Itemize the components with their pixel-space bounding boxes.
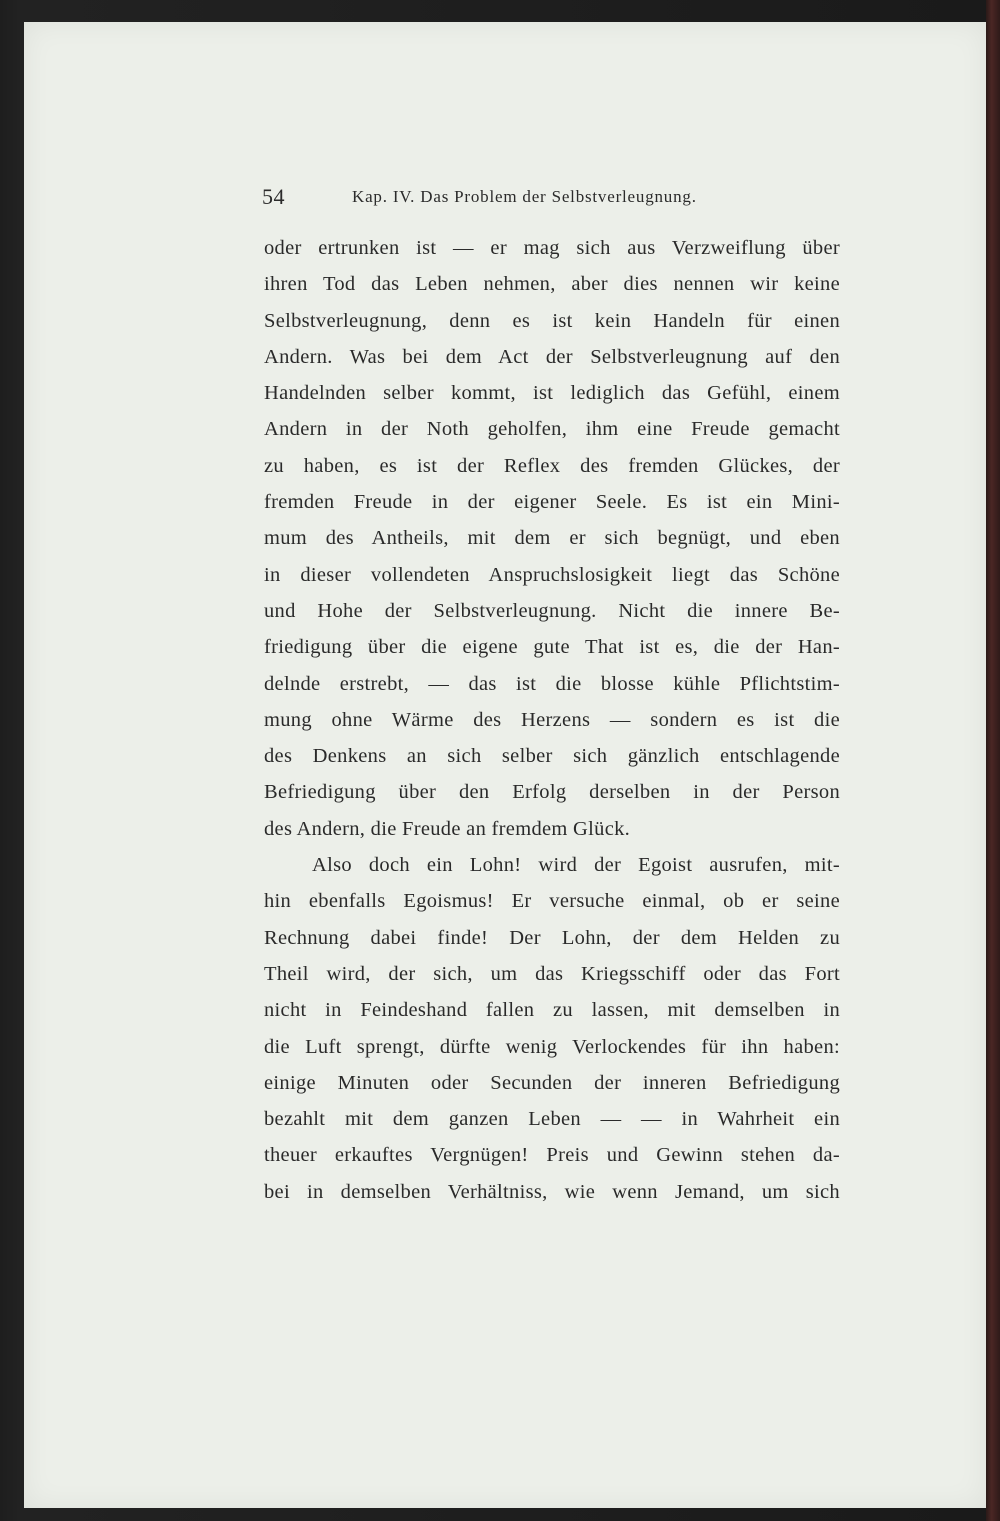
text-line: einige Minuten oder Secunden der inneren Befriedigung	[264, 1071, 840, 1094]
text-line: nicht in Feindeshand fallen zu lassen, mit demselben in	[264, 999, 840, 1022]
text-line: friedigung über die eigene gute That ist es, die der Han-	[264, 636, 840, 659]
text-line: die Luft sprengt, dürfte wenig Verlockendes für ihn haben:	[264, 1035, 840, 1058]
text-line: hin ebenfalls Egoismus! Er versuche einmal, ob er seine	[264, 890, 840, 913]
text-line: fremden Freude in der eigener Seele. Es ist ein Mini-	[264, 491, 840, 514]
text-line: delnde erstrebt, — das ist die blosse kühle Pflichtstim-	[264, 672, 840, 695]
text-line: Theil wird, der sich, um das Kriegsschiff oder das Fort	[264, 962, 840, 985]
text-line: oder ertrunken ist — er mag sich aus Verzweiflung über	[264, 237, 840, 259]
text-line: Andern in der Noth geholfen, ihm eine Freude gemacht	[264, 418, 840, 441]
text-line: Selbstverleugnung, denn es ist kein Handeln für einen	[264, 309, 840, 332]
text-line: bezahlt mit dem ganzen Leben — — in Wahrheit ein	[264, 1108, 840, 1131]
text-line: mum des Antheils, mit dem er sich begnügt, und eben	[264, 527, 840, 550]
page-number: 54	[262, 184, 285, 209]
text-line: bei in demselben Verhältniss, wie wenn Jemand, um sich	[264, 1180, 840, 1203]
text-line: mung ohne Wärme des Herzens — sondern es ist die	[264, 708, 840, 731]
body-text	[264, 230, 840, 1210]
page-header	[262, 184, 842, 214]
paragraph-start-line: Also doch ein Lohn! wird der Egoist ausrufen, mit-	[312, 854, 840, 877]
text-line: theuer erkauftes Vergnügen! Preis und Gewinn stehen da-	[264, 1144, 840, 1167]
text-line: des Denkens an sich selber sich gänzlich entschlagende	[264, 745, 840, 768]
text-line: zu haben, es ist der Reflex des fremden Glückes, der	[264, 454, 840, 477]
text-line: Andern. Was bei dem Act der Selbstverleugnung auf den	[264, 345, 840, 368]
text-line: in dieser vollendeten Anspruchslosigkeit liegt das Schöne	[264, 563, 840, 586]
text-line: ihren Tod das Leben nehmen, aber dies nennen wir keine	[264, 273, 840, 296]
running-head: Kap. IV. Das Problem der Selbstverleugnung.	[352, 187, 697, 206]
text-line: und Hohe der Selbstverleugnung. Nicht die innere Be-	[264, 599, 840, 622]
text-line: Befriedigung über den Erfolg derselben in der Person	[264, 781, 840, 804]
paragraph-end-line: des Andern, die Freude an fremdem Glück.	[264, 817, 631, 840]
book-binding-edge	[986, 0, 1000, 1521]
text-line: Rechnung dabei finde! Der Lohn, der dem Helden zu	[264, 926, 840, 949]
text-line: Handelnden selber kommt, ist lediglich das Gefühl, einem	[264, 382, 840, 405]
